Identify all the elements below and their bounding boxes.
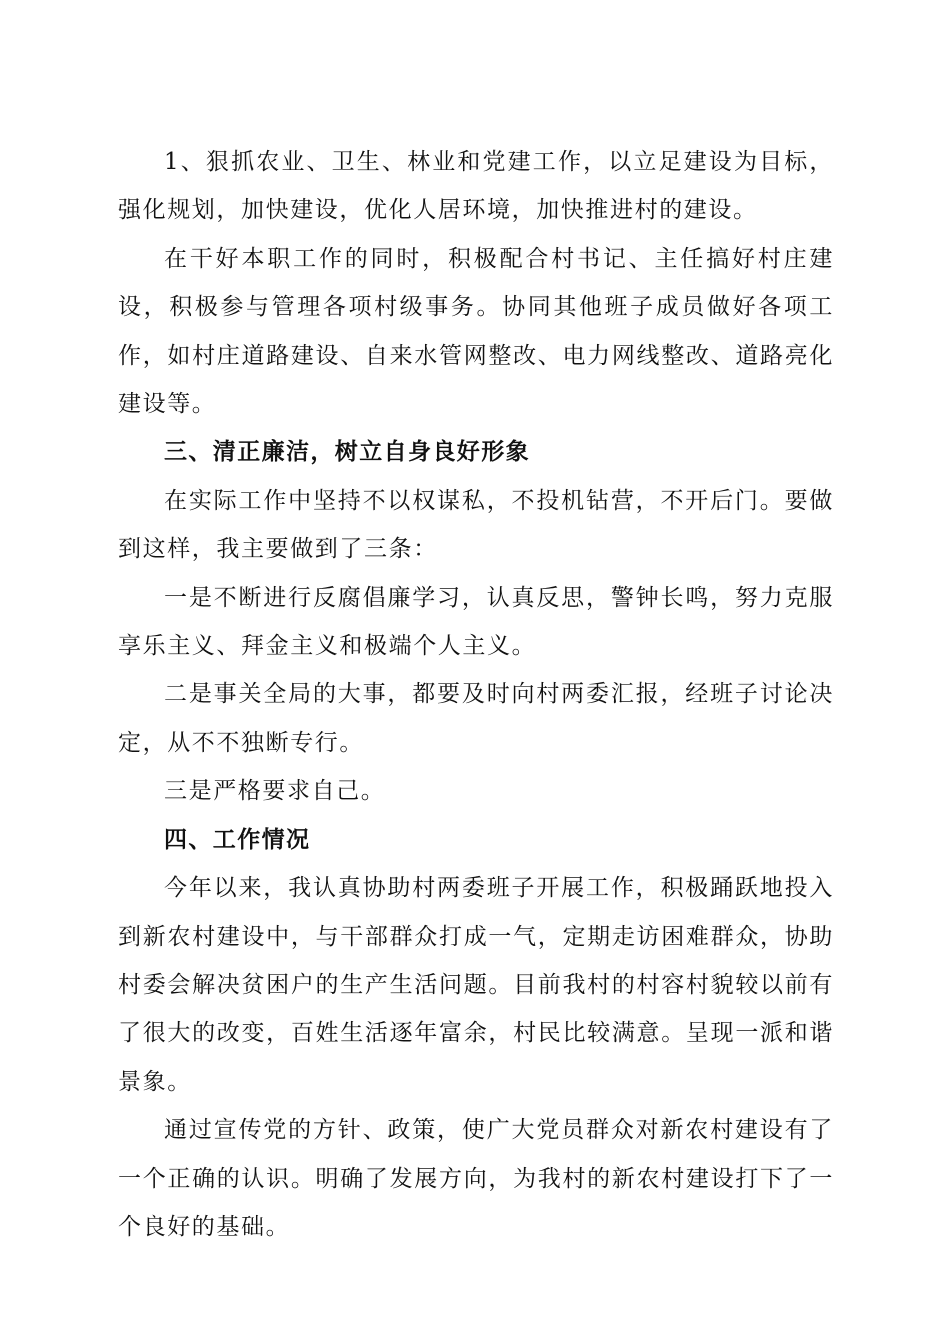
paragraph-2: 在干好本职工作的同时，积极配合村书记、主任搞好村庄建设，积极参与管理各项村级事务。协同其他班子成员做好各项工作，如村庄道路建设、自来水管网整改、电力网线整改、道路亮化建设等。: [118, 245, 834, 418]
paragraph-9: 今年以来，我认真协助村两委班子开展工作，积极踊跃地投入到新农村建设中，与干部群众打成一气，定期走访困难群众，协助村委会解决贫困户的生产生活问题。目前我村的村容村貌较以前有了很大的改变，百姓生活逐年富余，村民比较满意。呈现一派和谐景象。: [118, 875, 834, 1095]
section-heading-3: 三、清正廉洁，树立自身良好形象: [164, 439, 530, 466]
paragraph-7: 三是严格要求自己。: [164, 778, 386, 805]
section-heading-4: 四、工作情况: [164, 826, 311, 853]
paragraph-1: 1、狠抓农业、卫生、林业和党建工作，以立足建设为目标，强化规划，加快建设，优化人居环境，加快推进村的建设。: [118, 149, 834, 224]
paragraph-4: 在实际工作中坚持不以权谋私，不投机钻营，不开后门。要做到这样，我主要做到了三条：: [118, 487, 834, 563]
paragraph-10: 通过宣传党的方针、政策，使广大党员群众对新农村建设有了一个正确的认识。明确了发展方向，为我村的新农村建设打下了一个良好的基础。: [118, 1117, 834, 1240]
document-body: [118, 138, 834, 1251]
paragraph-6: 二是事关全局的大事，都要及时向村两委汇报，经班子讨论决定，从不不独断专行。: [118, 681, 834, 756]
paragraph-5: 一是不断进行反腐倡廉学习，认真反思，警钟长鸣，努力克服享乐主义、拜金主义和极端个人主义。: [118, 584, 834, 660]
